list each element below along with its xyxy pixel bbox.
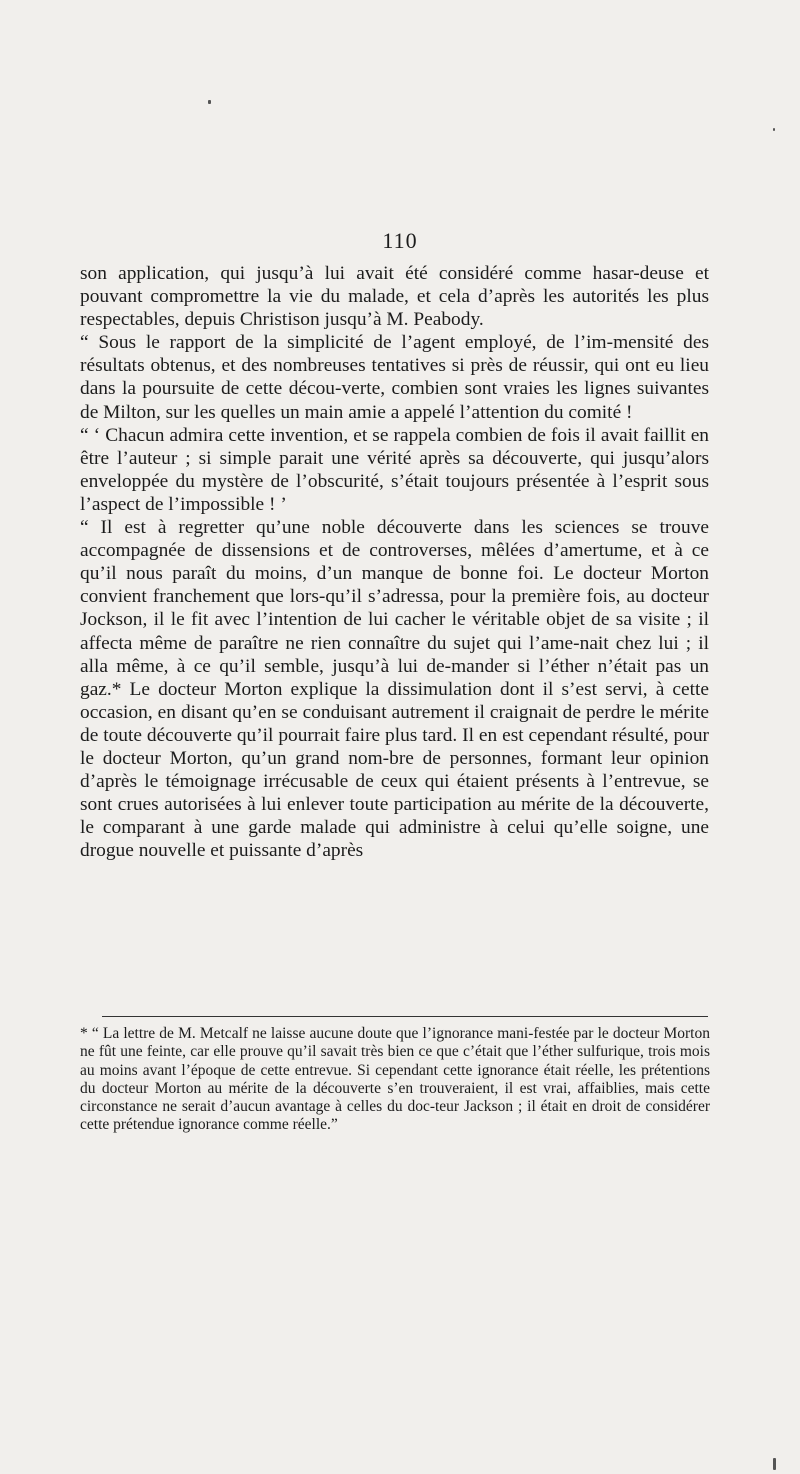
paragraph-2: “ Sous le rapport de la simplicité de l’agent employé, de l’im-mensité des résultats obtenus, et des nombreuses tentatives si près de réussir, qui ont eu lieu dans la poursuite de cette décou-verte, combien sont vraies les lignes suivantes de Milton, sur les quelles un main amie a appelé l’attention du comité ! [80,332,709,423]
scan-speck [773,128,775,131]
footnote-text: * “ La lettre de M. Metcalf ne laisse aucune doute que l’ignorance mani-festée par le docteur Morton ne fût une feinte, car elle prouve qu’il savait très bien ce que c’était que l’éther sulfurique, trois mois au moins avant l’époque de cette entrevue. Si cependant cette ignorance était réelle, les prétentions du docteur Morton au mérite de la découverte s’en trouveraient, il est vrai, affaiblies, mais cette circonstance ne serait d’aucun avantage à celles du doc-teur Jackson ; il était en droit de considérer cette prétendue ignorance comme réelle.” [80,1025,710,1134]
footnote-divider [102,1016,708,1017]
paragraph-3: “ ‘ Chacun admira cette invention, et se rappela combien de fois il avait faillit en être l’auteur ; si simple parait une vérité après sa découverte, qui jusqu’alors enveloppée du mystère de l’obscurité, s’était toujours présentée à l’esprit sous l’aspect de l’impossible ! ’ [80,424,709,515]
page-number: 110 [382,228,418,253]
footnote [80,1025,710,1135]
paragraph-4: “ Il est à regretter qu’une noble découverte dans les sciences se trouve accompagnée de dissensions et de controverses, mêlées d’amertume, et à ce qu’il nous paraît du moins, d’un manque de bonne foi. Le docteur Morton convient franchement que lors-qu’il s’adressa, pour la première fois, au docteur Jockson, il le fit avec l’intention de lui cacher le véritable objet de sa visite ; il affecta même de paraître ne rien connaître du sujet qui l’ame-nait chez lui ; il alla même, à ce qu’il semble, jusqu’à lui de-mander si l’éther n’était pas un gaz.* Le docteur Morton explique la dissimulation dont il s’est servi, à cette occasion, en disant qu’en se conduisant autrement il craignait de perdre le mérite de toute découverte qu’il pourrait faire plus tard. Il en est cependant résulté, pour le docteur Morton, qu’un grand nom-bre de personnes, formant leur opinion d’après le témoignage irrécusable de ceux qui étaient présents à l’entrevue, se sont crues autorisées à lui enlever toute participation au mérite de la découverte, le comparant à une garde malade qui administre à celui qu’elle soigne, une drogue nouvelle et puissante d’après [80,517,709,862]
scan-speck [773,1458,776,1470]
scan-speck [208,100,211,104]
paragraph-1: son application, qui jusqu’à lui avait été considéré comme hasar-deuse et pouvant compromettre la vie du malade, et cela d’après les autorités les plus respectables, depuis Christison jusqu’à M. Peabody. [80,263,709,331]
body-text [80,262,709,862]
